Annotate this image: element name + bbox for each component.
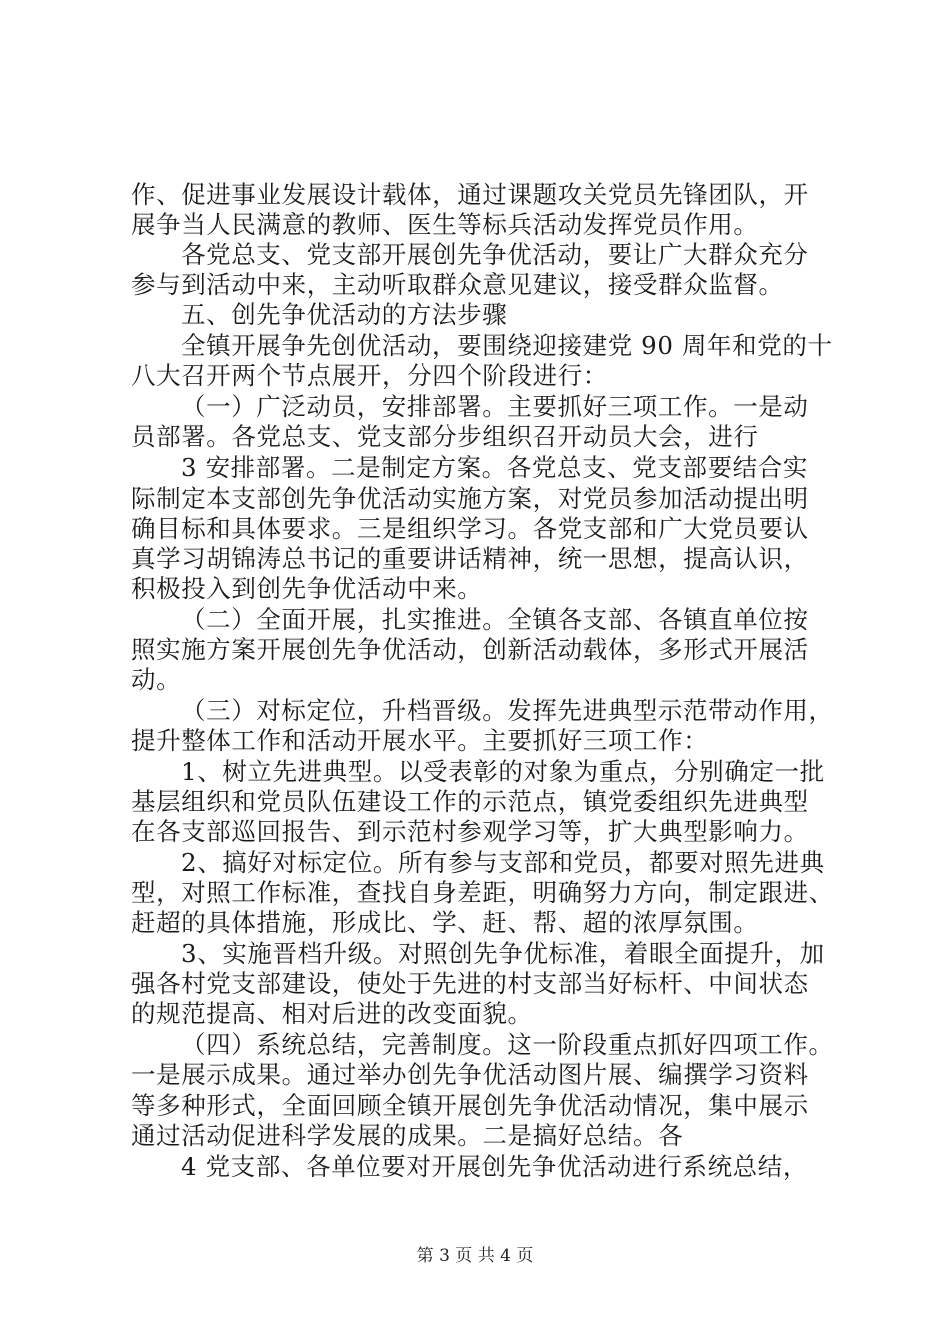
text-line: （二）全面开展，扎实推进。全镇各支部、各镇直单位按	[181, 605, 809, 634]
section-heading: 五、创先争优活动的方法步骤	[181, 300, 508, 329]
text-line: （四）系统总结，完善制度。这一阶段重点抓好四项工作。	[181, 1030, 834, 1059]
text-line: 参与到活动中来，主动听取群众意见建议，接受群众监督。	[131, 270, 784, 299]
text-line: 积极投入到创先争优活动中来。	[131, 574, 483, 603]
text-line: 型，对照工作标准，查找自身差距，明确努力方向，制定跟进、	[131, 878, 834, 907]
text-line: 作、促进事业发展设计载体，通过课题攻关党员先锋团队，开	[131, 180, 809, 209]
text-line: 4 党支部、各单位要对开展创先争优活动进行系统总结，	[181, 1152, 808, 1181]
text-line: 的规范提高、相对后进的改变面貌。	[131, 999, 533, 1028]
text-line: 3 安排部署。二是制定方案。各党总支、党支部要结合实	[181, 453, 808, 482]
text-line: 一是展示成果。通过举办创先争优活动图片展、编撰学习资料	[131, 1060, 809, 1089]
text-line: 展争当人民满意的教师、医生等标兵活动发挥党员作用。	[131, 210, 759, 239]
text-line: 各党总支、党支部开展创先争优活动，要让广大群众充分	[181, 240, 809, 269]
text-line: 通过活动促进科学发展的成果。二是搞好总结。各	[131, 1121, 684, 1150]
text-line: 确目标和具体要求。三是组织学习。各党支部和广大党员要认	[131, 514, 809, 543]
text-line: 真学习胡锦涛总书记的重要讲话精神，统一思想，提高认识，	[131, 544, 809, 573]
page-number-footer: 第 3 页 共 4 页	[416, 1246, 534, 1266]
text-line: 员部署。各党总支、党支部分步组织召开动员大会，进行	[131, 422, 759, 451]
text-line: 等多种形式，全面回顾全镇开展创先争优活动情况，集中展示	[131, 1091, 809, 1120]
text-line: 基层组织和党员队伍建设工作的示范点，镇党委组织先进典型	[131, 787, 809, 816]
text-line: 际制定本支部创先争优活动实施方案，对党员参加活动提出明	[131, 484, 809, 513]
text-line: 赶超的具体措施，形成比、学、赶、帮、超的浓厚氛围。	[131, 908, 759, 937]
text-line: 照实施方案开展创先争优活动，创新活动载体，多形式开展活	[131, 635, 809, 664]
text-line: 全镇开展争先创优活动，要围绕迎接建党 90 周年和党的十	[181, 331, 833, 360]
text-line: 1、树立先进典型。以受表彰的对象为重点，分别确定一批	[181, 757, 825, 786]
text-line: 八大召开两个节点展开，分四个阶段进行：	[131, 361, 608, 390]
text-line: 3、实施晋档升级。对照创先争优标准，着眼全面提升，加	[181, 939, 825, 968]
text-line: 在各支部巡回报告、到示范村参观学习等，扩大典型影响力。	[131, 817, 809, 846]
text-line: 2、搞好对标定位。所有参与支部和党员，都要对照先进典	[181, 848, 825, 877]
text-line: 动。	[131, 665, 182, 694]
text-line: （三）对标定位，升档晋级。发挥先进典型示范带动作用，	[181, 696, 834, 725]
text-line: 强各村党支部建设，使处于先进的村支部当好标杆、中间状态	[131, 969, 809, 998]
text-line: （一）广泛动员，安排部署。主要抓好三项工作。一是动	[181, 392, 809, 421]
text-line: 提升整体工作和活动开展水平。主要抓好三项工作：	[131, 726, 709, 755]
